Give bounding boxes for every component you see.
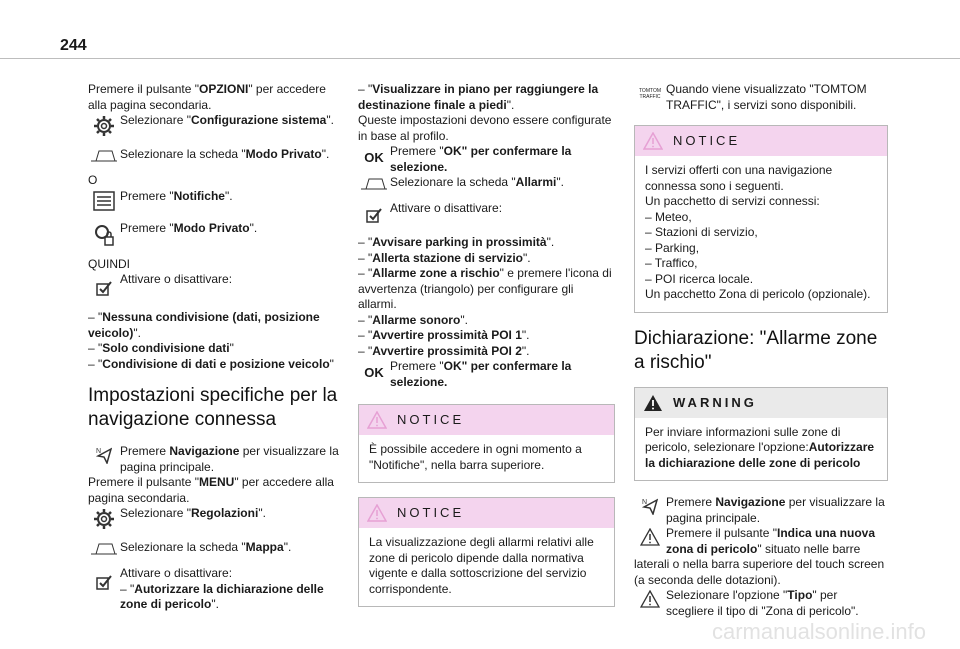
notice-body: La visualizzazione degli allarmi relativi alle zone di pericolo dipende dalla normativa vigente e dalla sottoscrizione del servizio corrispondente. <box>369 535 594 596</box>
c1-row-map-tab: Selezionare la scheda "Mappa". <box>88 540 344 556</box>
ok-icon: OK <box>364 365 384 380</box>
notice-triangle-icon <box>367 411 387 429</box>
tomtom-traffic-icon: TOMTOM TRAFFIC <box>638 88 662 100</box>
c1-dash-3: – "Condivisione di dati e posizione veicolo" <box>88 356 334 371</box>
warning-outline-icon <box>640 590 660 608</box>
c1-para-options: Premere il pulsante "OPZIONI" per accedere alla pagina secondaria. <box>88 82 326 112</box>
checkbox-icon <box>366 207 382 223</box>
c1-row-settings: Selezionare "Regolazioni". <box>88 506 344 530</box>
c3-row-type: Selezionare l'opzione "Tipo" per scegliere il tipo di "Zona di pericolo". <box>634 588 888 619</box>
c1-row-notifications: Premere "Notifiche". <box>88 189 344 211</box>
notice-body: I servizi offerti con una navigazione connessa sono i seguenti. Un pacchetto di servizi connessi: – Meteo, – Stazioni di servizio, – Parking, – Traffico, – POI ricerca locale. Un pacchetto Zona di pericolo (opzionale). <box>645 163 871 301</box>
c3-para-bars: laterali o nella barra superiore del touch screen (a seconda delle dotazioni). <box>634 557 885 587</box>
c2-para-profile: Queste impostazioni devono essere configurate in base al profilo. <box>358 113 612 143</box>
c2-dash-0: – "Visualizzare in piano per raggiungere la destinazione finale a piedi". <box>358 82 599 112</box>
c2-row-toggle: Attivare o disattivare: <box>358 201 615 223</box>
c2-dash-4: – "Allarme sonoro". <box>358 312 468 327</box>
c3-row-tomtom: TOMTOM TRAFFIC Quando viene visualizzato "TOMTOM TRAFFIC", i servizi sono disponibili. <box>634 82 888 113</box>
c1-para-menu: Premere il pulsante "MENU" per accedere alla pagina secondaria. <box>88 475 334 505</box>
page-number: 244 <box>60 37 87 54</box>
header-rule <box>0 58 960 59</box>
ok-icon: OK <box>364 150 384 165</box>
notice-title: NOTICE <box>673 133 741 149</box>
c1-row-config: Selezionare "Configurazione sistema". <box>88 113 344 137</box>
tab-icon <box>90 542 118 556</box>
notice-body: È possibile accedere in ogni momento a "Notifiche", nella barra superiore. <box>369 442 582 472</box>
warning-box <box>634 387 888 482</box>
notice-title: NOTICE <box>397 505 465 521</box>
notifications-list-icon <box>93 191 115 211</box>
watermark-footer: carmanualsonline.info <box>711 618 926 644</box>
c3-row-navigation: N Premere Navigazione per visualizzare la pagina principale. <box>642 495 885 525</box>
warning-title: WARNING <box>673 394 757 410</box>
c1-row-toggle-2: Attivare o disattivare: – "Autorizzare la dichiarazione delle zone di pericolo". <box>88 566 344 613</box>
c2-row-alarms-tab: Selezionare la scheda "Allarmi". <box>358 175 615 191</box>
navigation-arrow-icon <box>96 446 112 464</box>
c2-row-ok-2: OK Premere "OK" per confermare la selezione. <box>364 359 572 389</box>
c1-dash-1: – "Nessuna condivisione (dati, posizione veicolo)". <box>88 310 320 340</box>
c1-then: QUINDI <box>88 256 130 271</box>
c1-or: O <box>88 173 98 187</box>
svg-text:N: N <box>642 499 648 506</box>
column-2 <box>358 82 615 621</box>
c2-dash-1: – "Avvisare parking in prossimità". <box>358 235 555 249</box>
warning-triangle-icon <box>643 394 663 412</box>
warning-outline-icon <box>640 528 660 546</box>
warning-body: Per inviare informazioni sulle zone di pericolo, selezionare l'opzione:Autorizzare la dichiarazione delle zone di pericolo <box>645 424 875 470</box>
c1-row-navigation: N Premere Navigazione per visualizzare la pagina principale. <box>96 444 339 474</box>
c2-dash-5: – "Avvertire prossimità POI 1". <box>358 328 530 342</box>
notice-title: NOTICE <box>397 412 465 428</box>
column-3 <box>634 82 888 619</box>
c1-dash-2: – "Solo condivisione dati" <box>88 341 234 355</box>
gear-icon <box>93 115 115 137</box>
svg-text:N: N <box>96 448 102 455</box>
c2-dash-2: – "Allerta stazione di servizio". <box>358 250 531 265</box>
c2-dash-3: – "Allarme zone a rischio" e premere l'icona di avvertenza (triangolo) per configurare gli allarmi. <box>358 266 612 311</box>
tab-icon <box>90 149 118 163</box>
c1-row-private-tab: Selezionare la scheda "Modo Privato". <box>88 147 344 163</box>
gear-icon <box>93 508 115 530</box>
c3-row-new-zone: Premere il pulsante "Indica una nuova zona di pericolo" situato nelle barre <box>634 526 888 557</box>
checkbox-icon <box>96 280 112 296</box>
navigation-arrow-icon <box>642 497 658 515</box>
private-mode-icon <box>93 223 115 247</box>
notice-box-notifications <box>358 404 615 483</box>
notice-triangle-icon <box>643 132 663 150</box>
section-heading-danger-zone: Dichiarazione: "Allarme zone a rischio" <box>634 327 878 373</box>
tab-icon <box>360 177 388 191</box>
c2-row-ok-1: OK Premere "OK" per confermare la selezione. <box>364 144 572 174</box>
notice-box-alarms <box>358 497 615 607</box>
notice-triangle-icon <box>367 504 387 522</box>
column-1 <box>88 82 344 613</box>
c1-row-private-mode: Premere "Modo Privato". <box>88 221 344 247</box>
c1-row-toggle: Attivare o disattivare: <box>88 272 344 296</box>
notice-box-services <box>634 125 888 313</box>
section-heading-connected-nav: Impostazioni specifiche per la navigazione connessa <box>88 385 338 430</box>
c2-dash-6: – "Avvertire prossimità POI 2". <box>358 343 530 358</box>
checkbox-icon <box>96 574 112 590</box>
